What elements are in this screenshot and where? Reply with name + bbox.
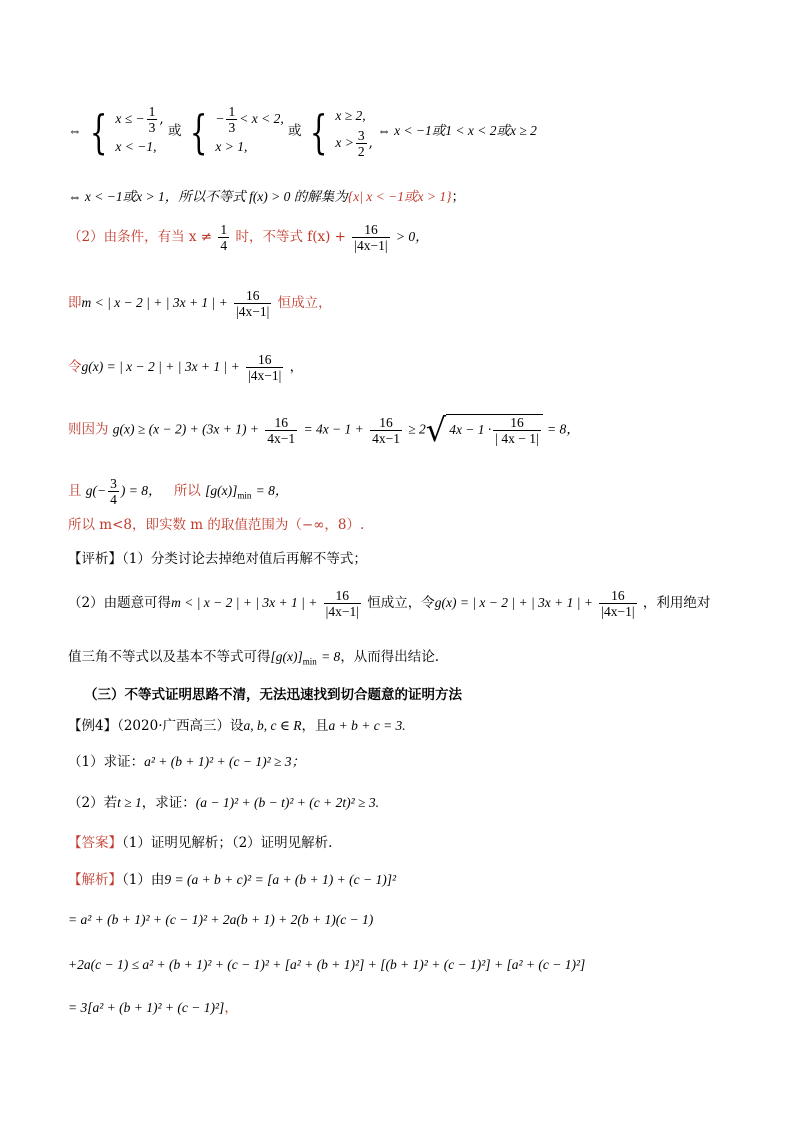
answer-line: 【答案】（1）证明见解析；（2）证明见解析. [68, 835, 333, 851]
or-text-1: 或 [167, 123, 182, 139]
brace-1: { [89, 104, 108, 159]
or-text-2: 或 [288, 123, 302, 139]
analysis-line-2: = a² + (b + 1)² + (c − 1)² + 2a(b + 1) + 2(b + 1)(c − 1) [68, 912, 374, 927]
case-analysis-line [68, 104, 537, 159]
answer-tag: 【答案】 [68, 835, 122, 851]
inequality-line: 即m < | x − 2 | + | 3x + 1 | + $\frac{16}{|4x-1|}$ 恒成立， [68, 288, 332, 319]
brace-2: { [189, 104, 208, 159]
iff-symbol: ⇔ [68, 123, 82, 138]
case-system-3: x ≥ 2, x > $\frac{3}{2}$ , [335, 108, 373, 159]
case-system-2: − $\frac{1}{3}$ < x < 2, x > 1, [215, 104, 284, 154]
solution-set-line: ⇔ x < −1或x > 1，所以不等式 f(x) > 0 的解集为{x| x < −1或x > 1}； [68, 189, 465, 205]
comment-line-2: （2）由题意可得m < | x − 2 | + | 3x + 1 | + $\frac{16}{|4x-1|}$ 恒成立，令g(x) = | x − 2 | + | 3x + 1 | + $\frac{16}{|4x-1|}$ ，利用绝对 [68, 588, 711, 619]
analysis-line-4: = 3[a² + (b + 1)² + (c − 1)²]， [68, 1000, 238, 1016]
case-conclusion: ⇔ x < −1或1 < x < 2或x ≥ 2 [377, 123, 537, 138]
analysis-line-3: +2a(c − 1) ≤ a² + (b + 1)² + (c − 1)² + [a² + (b + 1)²] + [(b + 1)² + (c − 1)²] + [a² + (c − 1)²] [68, 957, 586, 972]
condition-line: （2）由条件，有当 x ≠ $\frac{1}{4}$ 时，不等式 f(x) + $\frac{16}{|4x-1|}$ > 0， [68, 222, 429, 253]
range-conclusion: 所以 m<8，即实数 m 的取值范围为（−∞，8）. [68, 517, 365, 533]
triangle-inequality-line: 则因为 g(x) ≥ (x − 2) + (3x + 1) + $\frac{16}{4x-1}$ = 4x − 1 + $\frac{16}{4x-1}$ ≥ 2√ 4x − 1 · $\frac{16}{| 4x - 1|}$ = 8， [68, 411, 580, 449]
part1-statement: （1）求证：a² + (b + 1)² + (c − 1)² ≥ 3； [68, 754, 306, 770]
comment-line-1: 【评析】（1）分类讨论去掉绝对值后再解不等式； [68, 551, 367, 567]
comment-line-3: 值三角不等式以及基本不等式可得$[g(x)]_{min} = 8$，从而得出结论. [68, 649, 440, 667]
case-system-1: x ≤ − $\frac{1}{3}$ , x < −1, [115, 104, 164, 154]
analysis-line-1: 【解析】（1）由9 = (a + b + c)² = [a + (b + 1) + (c − 1)]² [68, 872, 397, 888]
brace-3: { [309, 104, 328, 159]
part2-statement: （2）若t ≥ 1，求证：(a − 1)² + (b − t)² + (c + 2t)² ≥ 3. [68, 795, 379, 811]
define-g-line: 令g(x) = | x − 2 | + | 3x + 1 | + $\frac{16}{|4x-1|}$ ， [68, 352, 304, 383]
analysis-tag: 【解析】 [68, 872, 122, 888]
minimum-line: 且 g(− $\frac{3}{4}$ ) = 8， 所以 $[g(x)]_{min} = 8$， [68, 476, 289, 507]
example-4-line: 【例4】（2020·广西高三）设a, b, c ∈ R，且a + b + c = 3. [68, 718, 406, 734]
section-heading: （三）不等式证明思路不清，无法迅速找到切合题意的证明方法 [84, 687, 462, 703]
solution-set: {x| x < −1或x > 1} [347, 189, 452, 204]
